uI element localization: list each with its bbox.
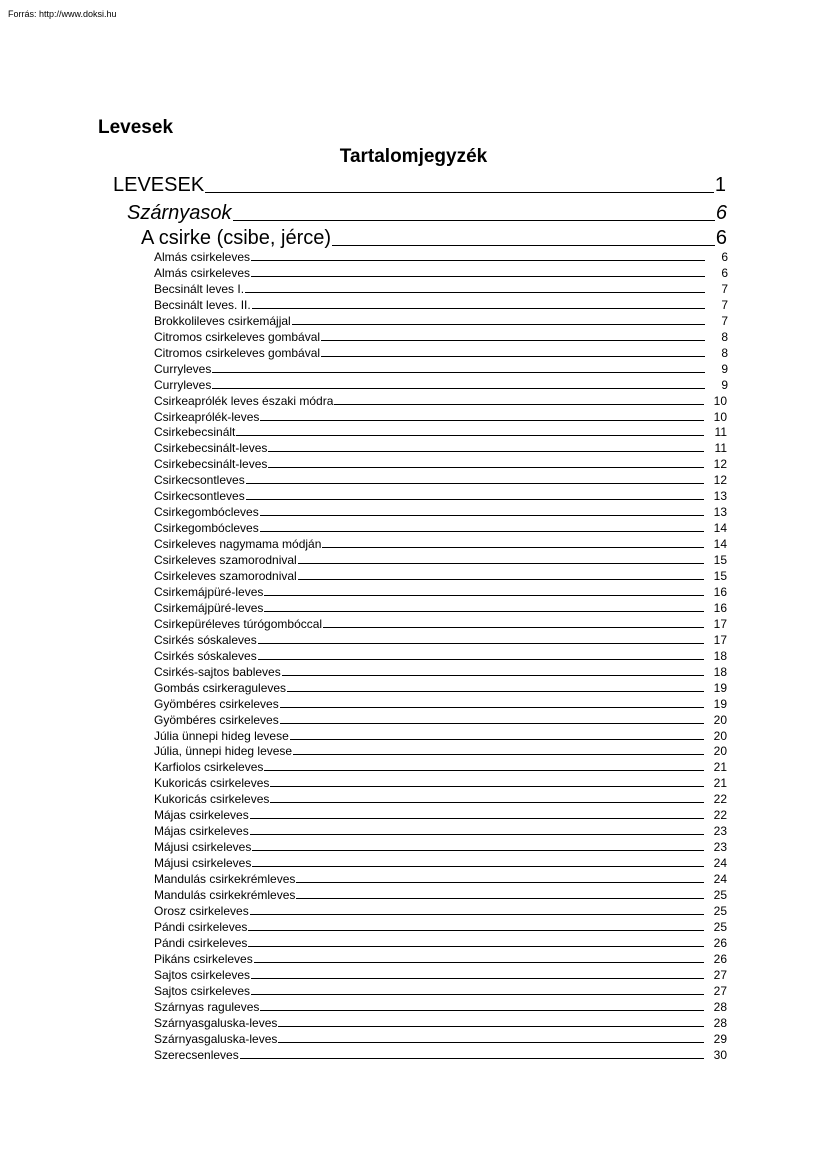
toc-leader-line [268, 451, 704, 452]
toc-page-number: 15 [713, 569, 727, 583]
toc-entry-label: Csirkegombócleves [154, 521, 259, 536]
toc-entry[interactable] [154, 1046, 727, 1062]
toc-entry-label: Mandulás csirkekrémleves [154, 872, 296, 887]
toc-leader-line [248, 930, 704, 931]
toc-page-number: 8 [721, 345, 728, 360]
toc-page-number: 6 [721, 250, 728, 264]
toc-page-number: 28 [713, 1015, 727, 1030]
toc-entry[interactable] [154, 838, 727, 854]
toc-page-number: 23 [713, 840, 727, 855]
toc-page-number: 20 [713, 744, 727, 759]
toc-leader-line [240, 1058, 704, 1059]
toc-leader-line [252, 308, 705, 309]
toc-entry-label: Csirkepüréleves túrógombóccal [154, 616, 323, 631]
toc-entry-label: Májas csirkeleves [154, 824, 249, 839]
toc-entry-level2[interactable] [127, 197, 727, 225]
toc-leader-line [322, 547, 704, 548]
toc-page-number: 6 [715, 227, 727, 249]
toc-entry-label: Csirkés-sajtos bableves [154, 664, 281, 679]
toc-leader-line [252, 866, 704, 867]
toc-entry-label: Mandulás csirkekrémleves [154, 888, 296, 902]
toc-entry[interactable] [154, 296, 728, 312]
toc-page-number: 12 [713, 473, 727, 488]
toc-leader-line [290, 739, 704, 740]
toc-page-number: 21 [713, 776, 727, 791]
toc-page-number: 23 [713, 824, 727, 839]
toc-entry-label: Csirkebecsinált-leves [154, 441, 268, 456]
toc-page-number: 24 [713, 872, 727, 887]
toc-entry-label: Sajtos csirkeleves [154, 983, 251, 998]
toc-entry[interactable] [154, 423, 727, 439]
toc-entry-label: Gyömbéres csirkeleves [154, 696, 279, 711]
toc-entry[interactable] [154, 439, 727, 455]
toc-page-number: 16 [713, 584, 727, 599]
toc-leader-line [251, 260, 705, 261]
toc-page-number: 24 [713, 856, 727, 871]
toc-entry-label: Gyömbéres csirkeleves [154, 712, 279, 727]
toc-leader-line [250, 834, 704, 835]
toc-entry-label: Pándi csirkeleves [154, 935, 248, 950]
toc-entry[interactable] [154, 934, 727, 950]
toc-leader-line [292, 324, 705, 325]
toc-entry[interactable] [154, 392, 727, 408]
toc-page-number: 25 [713, 888, 727, 902]
toc-entry[interactable] [154, 376, 728, 392]
toc-entry-label: Csirkecsontleves [154, 489, 245, 504]
toc-leader-line [296, 882, 704, 883]
toc-leader-line [298, 563, 704, 564]
toc-entry[interactable] [154, 918, 727, 934]
toc-entry-label: Csirkebecsinált-leves [154, 457, 268, 472]
toc-entry[interactable] [154, 360, 728, 376]
toc-entry-label: Becsinált leves I. [154, 281, 245, 296]
toc-entry[interactable] [154, 455, 727, 471]
toc-leader-line [293, 754, 704, 755]
toc-leader-line [251, 978, 704, 979]
toc-entry[interactable] [154, 711, 727, 727]
toc-leader-line [248, 946, 704, 947]
toc-page-number: 6 [721, 265, 728, 280]
toc-entry-label: Citromos csirkeleves gombával [154, 329, 321, 344]
toc-entry-label: Májusi csirkeleves [154, 856, 252, 871]
toc-entry-label: Csirkebecsinált [154, 425, 236, 440]
toc-leader-line [321, 356, 705, 357]
toc-page-number: 12 [713, 457, 727, 472]
toc-leader-line [264, 611, 704, 612]
toc-leader-line [334, 404, 704, 405]
toc-entry[interactable] [154, 679, 727, 695]
toc-entry[interactable] [154, 886, 727, 902]
toc-page-number: 30 [713, 1047, 727, 1062]
toc-leader-line [264, 770, 704, 771]
toc-leader-line [205, 192, 714, 193]
toc-entry[interactable] [154, 742, 727, 758]
toc-entry-label: Csirkeaprólék leves északi módra [154, 393, 334, 408]
toc-entry-label: Sajtos csirkeleves [154, 967, 251, 982]
toc-page-number: 17 [713, 632, 727, 647]
toc-entry-label: Almás csirkeleves [154, 265, 251, 280]
toc-entry[interactable] [154, 1030, 727, 1046]
toc-leader-line [212, 388, 705, 389]
toc-entry-label: Brokkolileves csirkemájjal [154, 313, 291, 328]
toc-entry[interactable] [154, 599, 727, 615]
toc-leader-line [258, 643, 704, 644]
toc-entry[interactable] [154, 503, 727, 519]
toc-entry[interactable] [154, 535, 727, 551]
toc-page-number: 26 [713, 951, 727, 966]
toc-page-number: 20 [713, 712, 727, 727]
toc-page-number: 22 [713, 792, 727, 807]
toc-entry-label: Kukoricás csirkeleves [154, 792, 270, 807]
toc-leader-line [268, 467, 704, 468]
toc-page-number: 26 [713, 935, 727, 950]
toc-page-number: 7 [721, 297, 728, 312]
toc-entry-label: Szárnyasgaluska-leves [154, 1031, 278, 1046]
toc-page-number: 27 [713, 967, 727, 982]
toc-entry[interactable] [154, 774, 727, 790]
source-note: Forrás: http://www.doksi.hu [8, 9, 117, 19]
toc-leader-line [321, 340, 705, 341]
toc-entry[interactable] [154, 344, 728, 360]
toc-entry-label: Csirkeleves nagymama módján [154, 537, 322, 552]
toc-leader-line [251, 994, 704, 995]
toc-page-number: 13 [713, 505, 727, 520]
toc-leader-line [233, 220, 715, 221]
toc-leader-line [264, 595, 704, 596]
toc-entry-label: Szárnyasgaluska-leves [154, 1015, 278, 1030]
toc-leader-line [260, 531, 704, 532]
toc-entry[interactable] [154, 950, 727, 966]
toc-leader-line [236, 435, 704, 436]
toc-page-number: 29 [713, 1031, 727, 1046]
toc-entry-label: A csirke (csibe, jérce) [141, 227, 332, 249]
toc-leader-line [287, 691, 704, 692]
toc-page-number: 27 [713, 983, 727, 998]
toc-entry[interactable] [154, 519, 727, 535]
toc-page-number: 18 [713, 664, 727, 679]
toc-entry[interactable] [154, 312, 728, 328]
toc-entry-label: Csirkegombócleves [154, 505, 259, 520]
toc-entry-label: Csirkés sóskaleves [154, 648, 257, 663]
toc-leader-line [278, 1026, 704, 1027]
toc-leader-line [212, 372, 705, 373]
toc-entry-label: Almás csirkeleves [154, 250, 251, 264]
document-heading: Levesek [98, 117, 174, 138]
toc-leader-line [260, 420, 704, 421]
toc-entry[interactable] [154, 567, 727, 583]
toc-leader-line [254, 962, 704, 963]
toc-entry[interactable] [154, 248, 728, 264]
toc-entry[interactable] [154, 663, 727, 679]
toc-page-number: 21 [713, 760, 727, 775]
toc-entry-label: Pándi csirkeleves [154, 919, 248, 934]
toc-page-number: 17 [713, 616, 727, 631]
toc-page-number: 8 [721, 329, 728, 344]
toc-entry[interactable] [154, 583, 727, 599]
toc-leader-line [270, 786, 704, 787]
toc-entry-label: Csirkeaprólék-leves [154, 409, 260, 424]
toc-page-number: 11 [714, 425, 727, 440]
toc-title: Tartalomjegyzék [339, 146, 488, 167]
toc-entry[interactable] [154, 982, 727, 998]
toc-entry-label: Júlia, ünnepi hideg levese [154, 744, 293, 759]
toc-leader-line [258, 659, 704, 660]
toc-leader-line [246, 499, 704, 500]
toc-page-number: 10 [713, 393, 727, 408]
toc-entry[interactable] [154, 264, 728, 280]
toc-entry[interactable] [154, 758, 727, 774]
toc-entry[interactable] [154, 695, 727, 711]
toc-page-number: 7 [721, 281, 728, 296]
toc-page-number: 9 [721, 361, 728, 376]
toc-leader-line [282, 675, 704, 676]
toc-entry-label: Becsinált leves. II. [154, 297, 251, 312]
toc-entry-label: Júlia ünnepi hideg levese [154, 728, 289, 743]
toc-entry-label: Csirkés sóskaleves [154, 632, 257, 647]
toc-entry[interactable] [154, 727, 727, 743]
toc-entry[interactable] [154, 487, 727, 503]
toc-entry[interactable] [154, 806, 727, 822]
toc-entry[interactable] [154, 631, 727, 647]
toc-page-number: 1 [714, 174, 726, 196]
toc-page-number: 15 [713, 553, 727, 568]
toc-page-number: 14 [713, 537, 727, 552]
toc-entry[interactable] [154, 408, 727, 424]
toc-entry[interactable] [154, 966, 727, 982]
toc-entry[interactable] [154, 998, 727, 1014]
toc-leader-line [323, 627, 704, 628]
toc-leader-line [270, 802, 704, 803]
toc-leader-line [298, 579, 704, 580]
toc-entry[interactable] [154, 790, 727, 806]
toc-leader-line [250, 914, 704, 915]
toc-page-number: 19 [713, 680, 727, 695]
toc-entry-label: Csirkemájpüré-leves [154, 584, 264, 599]
toc-page-number: 20 [713, 728, 727, 743]
toc-page-number: 6 [715, 202, 727, 224]
toc-leader-line [245, 292, 705, 293]
toc-entry-label: Csirkeleves szamorodnival [154, 569, 297, 583]
toc-entry[interactable] [154, 822, 727, 838]
toc-entry[interactable] [154, 551, 727, 567]
toc-leader-line [280, 707, 704, 708]
toc-leader-line [260, 515, 704, 516]
toc-page-number: 25 [713, 903, 727, 918]
toc-page-number: 13 [713, 489, 727, 504]
toc-entry[interactable] [154, 854, 727, 870]
toc-entry-label: Májas csirkeleves [154, 808, 249, 823]
toc-entry-label: Szerecsenleves [154, 1047, 239, 1062]
toc-entry-label: Csirkeleves szamorodnival [154, 553, 297, 568]
toc-entry-label: Curryleves [154, 377, 212, 392]
toc-entry[interactable] [154, 647, 727, 663]
toc-page-number: 11 [714, 441, 727, 456]
toc-entry-level3[interactable] [141, 223, 727, 250]
toc-entry[interactable] [154, 1014, 727, 1030]
toc-page-number: 9 [721, 377, 728, 392]
toc-leader-line [260, 1010, 704, 1011]
toc-page-number: 10 [713, 409, 727, 424]
toc-entry-label: Curryleves [154, 361, 212, 376]
toc-page-number: 18 [713, 648, 727, 663]
toc-page-number: 16 [713, 600, 727, 615]
toc-entry-label: Pikáns csirkeleves [154, 951, 253, 966]
toc-leader-line [246, 483, 704, 484]
toc-entry[interactable] [154, 902, 727, 918]
toc-entry-label: LEVESEK [113, 174, 205, 196]
toc-page-number: 25 [713, 919, 727, 934]
toc-leader-line [252, 850, 704, 851]
toc-entry-label: Szárnyas raguleves [154, 999, 260, 1014]
toc-entry-label: Szárnyasok [127, 202, 232, 224]
toc-entry-label: Csirkemájpüré-leves [154, 600, 264, 615]
toc-leader-line [280, 723, 704, 724]
toc-leader-line [251, 276, 705, 277]
toc-entry-level1[interactable] [113, 171, 726, 197]
toc-entry[interactable] [154, 280, 728, 296]
toc-entry[interactable] [154, 328, 728, 344]
toc-entry-label: Májusi csirkeleves [154, 840, 252, 855]
toc-leader-line [278, 1042, 704, 1043]
toc-entry[interactable] [154, 615, 727, 631]
toc-entry[interactable] [154, 870, 727, 886]
toc-page-number: 14 [713, 521, 727, 536]
toc-page-number: 19 [713, 696, 727, 711]
toc-leader-line [332, 245, 715, 246]
toc-entry-label: Gombás csirkeraguleves [154, 680, 287, 695]
toc-leader-line [250, 818, 704, 819]
toc-entry-label: Citromos csirkeleves gombával [154, 345, 321, 360]
toc-entry-label: Kukoricás csirkeleves [154, 776, 270, 791]
toc-page-number: 28 [713, 999, 727, 1014]
toc-page-number: 7 [721, 313, 728, 328]
toc-page-number: 22 [713, 808, 727, 823]
toc-entry-label: Orosz csirkeleves [154, 903, 249, 918]
toc-leader-line [296, 898, 704, 899]
toc-entry[interactable] [154, 471, 727, 487]
toc-entry-label: Karfiolos csirkeleves [154, 760, 264, 775]
toc-entry-label: Csirkecsontleves [154, 473, 245, 488]
